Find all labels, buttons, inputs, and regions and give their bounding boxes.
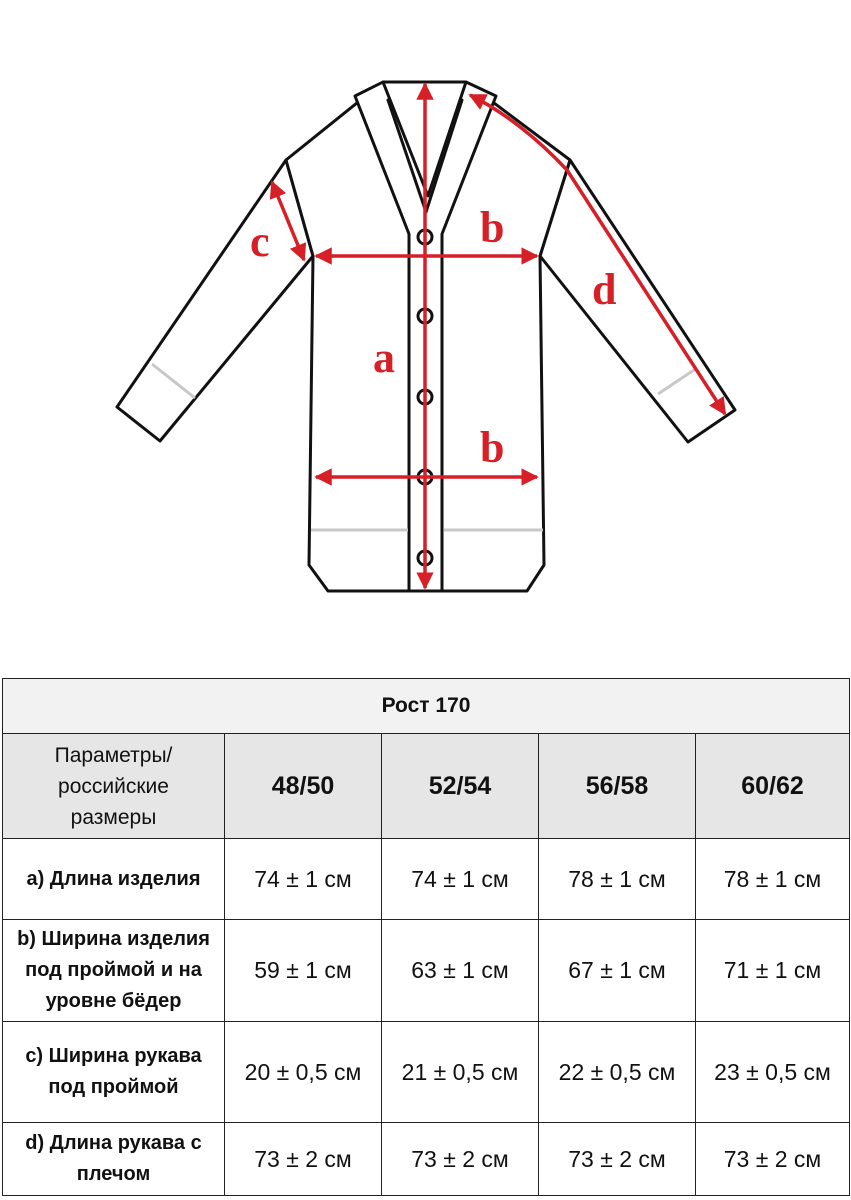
label-a: a	[373, 333, 395, 382]
table-row	[3, 1123, 850, 1196]
value-cell: 73 ± 2 см	[539, 1123, 696, 1196]
table-row	[3, 1022, 850, 1123]
size-header: 52/54	[382, 734, 539, 839]
row-label-line: a) Длина изделия	[26, 867, 201, 890]
row-label-line: под проймой и на	[25, 959, 202, 981]
value-cell: 22 ± 0,5 см	[539, 1022, 696, 1123]
label-d: d	[592, 265, 617, 314]
header-row	[3, 734, 850, 839]
size-header: 60/62	[696, 734, 850, 839]
value-cell: 71 ± 1 см	[696, 920, 850, 1022]
param-header-line: российские	[58, 774, 169, 798]
row-label-line: уровне бёдер	[45, 990, 182, 1012]
value-cell: 78 ± 1 см	[696, 839, 850, 920]
title-row	[3, 679, 850, 734]
row-label-line: под проймой	[48, 1076, 179, 1098]
param-header-line: Параметры/	[54, 743, 173, 767]
value-cell: 74 ± 1 см	[225, 839, 382, 920]
table-row	[3, 839, 850, 920]
value-cell: 74 ± 1 см	[382, 839, 539, 920]
size-table	[2, 678, 850, 1196]
right-sleeve	[540, 160, 735, 442]
value-cell: 20 ± 0,5 см	[225, 1022, 382, 1123]
row-label-line: b) Ширина изделия	[17, 928, 210, 950]
row-label	[3, 839, 225, 920]
row-label	[3, 1022, 225, 1123]
row-label-line: c) Ширина рукава	[25, 1045, 202, 1067]
value-cell: 21 ± 0,5 см	[382, 1022, 539, 1123]
left-sleeve	[117, 160, 313, 441]
value-cell: 63 ± 1 см	[382, 920, 539, 1022]
value-cell: 78 ± 1 см	[539, 839, 696, 920]
label-c: c	[250, 217, 270, 266]
param-header-line: размеры	[70, 805, 157, 829]
value-cell: 73 ± 2 см	[382, 1123, 539, 1196]
value-cell: 73 ± 2 см	[225, 1123, 382, 1196]
size-header: 48/50	[225, 734, 382, 839]
value-cell: 23 ± 0,5 см	[696, 1022, 850, 1123]
row-label	[3, 1123, 225, 1196]
size-header: 56/58	[539, 734, 696, 839]
label-b-hip: b	[480, 423, 505, 472]
value-cell: 59 ± 1 см	[225, 920, 382, 1022]
table-title: Рост 170	[3, 679, 850, 734]
label-b-chest: b	[480, 203, 505, 252]
row-label-line: d) Длина рукава с	[25, 1132, 202, 1154]
row-label-line: плечом	[76, 1163, 151, 1185]
table-row	[3, 920, 850, 1022]
param-header-cell	[3, 734, 225, 839]
row-label	[3, 920, 225, 1022]
value-cell: 73 ± 2 см	[696, 1123, 850, 1196]
value-cell: 67 ± 1 см	[539, 920, 696, 1022]
